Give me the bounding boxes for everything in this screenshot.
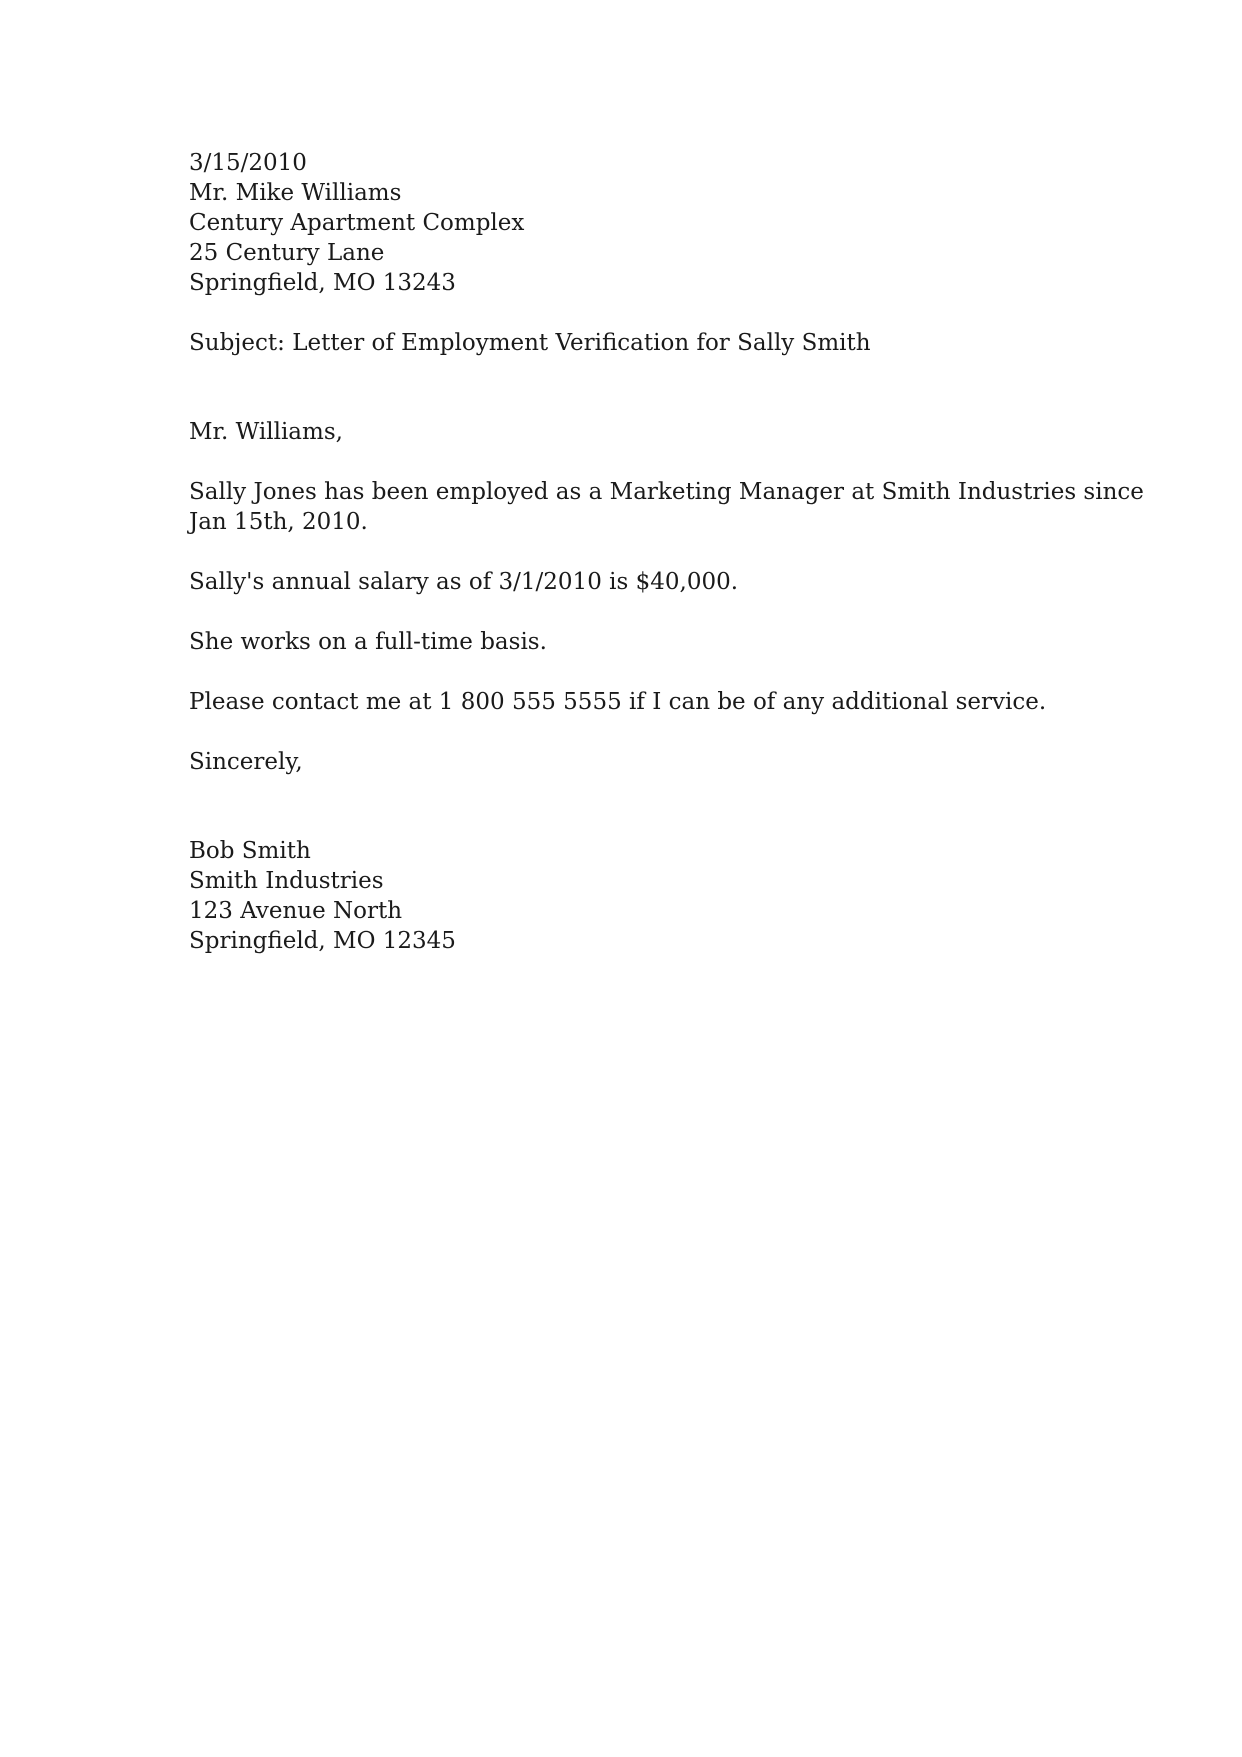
letter-body: [189, 148, 1144, 956]
spacer: [189, 717, 1089, 747]
spacer: [189, 657, 1089, 687]
spacer: [189, 447, 1089, 477]
spacer: [189, 537, 1089, 567]
sender-signature-block: [189, 836, 1089, 956]
letter-date: 3/15/2010: [189, 150, 307, 176]
recipient-company: Century Apartment Complex: [189, 210, 525, 236]
recipient-address-block: [189, 178, 1089, 298]
basis-paragraph: She works on a full-time basis.: [189, 629, 547, 655]
spacer: [189, 597, 1089, 627]
spacer: [189, 358, 1089, 417]
spacer: [189, 777, 1089, 836]
salutation: Mr. Williams,: [189, 419, 343, 445]
closing: Sincerely,: [189, 749, 303, 775]
contact-paragraph: Please contact me at 1 800 555 5555 if I can be of any additional service.: [189, 689, 1047, 715]
sender-name: Bob Smith: [189, 838, 311, 864]
sender-company: Smith Industries: [189, 868, 384, 894]
employment-line-1: Sally Jones has been employed as a Marketing Manager at Smith Industries since: [189, 479, 1144, 505]
recipient-street: 25 Century Lane: [189, 240, 385, 266]
spacer: [189, 298, 1089, 328]
sender-city-state-zip: Springfield, MO 12345: [189, 928, 456, 954]
employment-line-2: Jan 15th, 2010.: [189, 509, 368, 535]
employment-paragraph: [189, 477, 1144, 537]
recipient-city-state-zip: Springfield, MO 13243: [189, 270, 456, 296]
sender-street: 123 Avenue North: [189, 898, 403, 924]
subject-line: Subject: Letter of Employment Verification for Sally Smith: [189, 330, 871, 356]
salary-paragraph: Sally's annual salary as of 3/1/2010 is $40,000.: [189, 569, 739, 595]
recipient-name: Mr. Mike Williams: [189, 180, 402, 206]
